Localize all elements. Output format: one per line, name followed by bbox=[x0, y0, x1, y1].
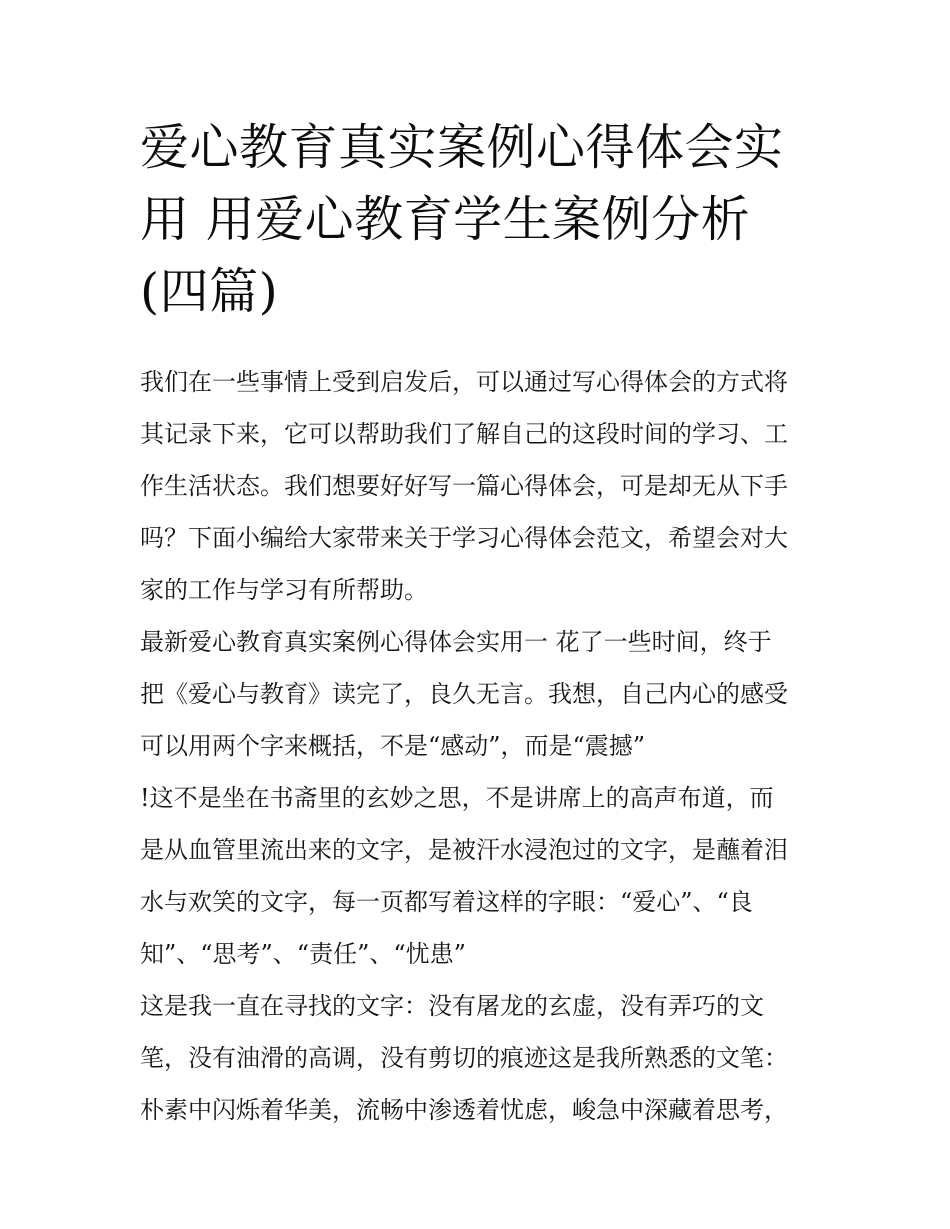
body-line-6: 最新爱心教育真实案例心得体会实用一 花了一些时间，终于 bbox=[140, 628, 772, 656]
body-line-7: 把《爱心与教育》读完了，良久无言。我想，自己内心的感受 bbox=[140, 680, 788, 708]
body-line-2: 其记录下来，它可以帮助我们了解自己的这段时间的学习、工 bbox=[140, 420, 788, 448]
document-title bbox=[140, 112, 820, 328]
title-line-3: (四篇) bbox=[140, 263, 279, 320]
title-line-1: 爱心教育真实案例心得体会实 bbox=[140, 119, 784, 176]
body-line-11: 水与欢笑的文字，每一页都写着这样的字眼：“爱心”、“良 bbox=[140, 888, 753, 916]
body-line-14: 笔，没有油滑的高调，没有剪切的痕迹这是我所熟悉的文笔： bbox=[140, 1044, 788, 1072]
document-body bbox=[140, 356, 830, 1136]
body-line-12: 知”、“思考”、“责任”、“忧患” bbox=[140, 940, 466, 968]
body-line-4: 吗？下面小编给大家带来关于学习心得体会范文，希望会对大 bbox=[140, 524, 788, 552]
body-line-9: !这不是坐在书斋里的玄妙之思，不是讲席上的高声布道，而 bbox=[140, 784, 774, 812]
body-line-1: 我们在一些事情上受到启发后，可以通过写心得体会的方式将 bbox=[140, 368, 788, 396]
body-line-5: 家的工作与学习有所帮助。 bbox=[140, 576, 428, 604]
body-line-8: 可以用两个字来概括，不是“感动”，而是“震撼” bbox=[140, 732, 646, 760]
body-line-3: 作生活状态。我们想要好好写一篇心得体会，可是却无从下手 bbox=[140, 472, 788, 500]
body-line-13: 这是我一直在寻找的文字：没有屠龙的玄虚，没有弄巧的文 bbox=[140, 992, 764, 1020]
body-line-15: 朴素中闪烁着华美，流畅中渗透着忧虑，峻急中深藏着思考， bbox=[140, 1096, 788, 1124]
title-line-2: 用 用爱心教育学生案例分析 bbox=[140, 191, 751, 248]
body-line-10: 是从血管里流出来的文字，是被汗水浸泡过的文字，是蘸着泪 bbox=[140, 836, 788, 864]
